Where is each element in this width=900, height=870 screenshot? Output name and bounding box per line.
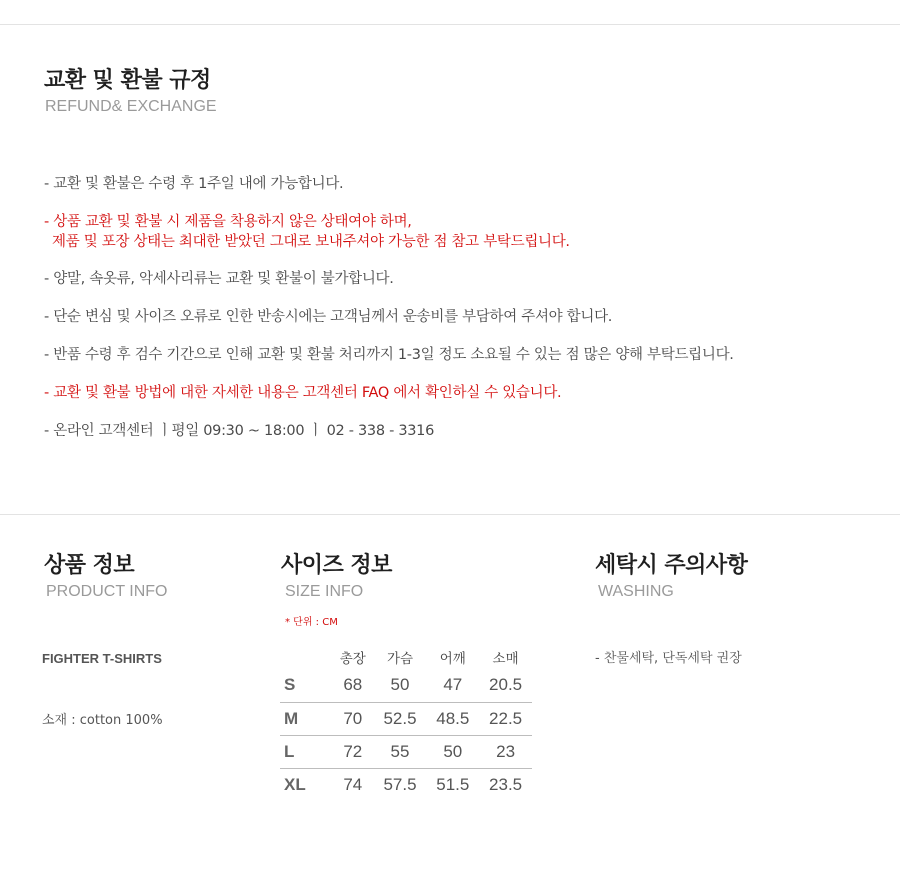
table-cell: 52.5	[374, 702, 427, 735]
size-label: S	[284, 675, 296, 695]
table-cell: 57.5	[374, 768, 427, 801]
product-material: 소재 : cotton 100%	[42, 713, 163, 728]
size-label: L	[280, 735, 332, 768]
policy-item-3	[44, 269, 394, 289]
table-row	[280, 768, 532, 801]
washing-title: 세탁시 주의사항	[595, 553, 748, 578]
column-header: 총장	[339, 651, 366, 667]
table-cell: 51.5	[426, 768, 479, 801]
top-divider	[0, 24, 900, 25]
product-name: FIGHTER T-SHIRTS	[42, 651, 162, 666]
policy-line: - 교환 및 환불은 수령 후 1주일 내에 가능합니다.	[44, 176, 344, 192]
table-cell: 70	[332, 702, 374, 735]
policy-item-6	[44, 383, 561, 403]
column-header: 가슴	[386, 651, 414, 667]
table-cell: 68	[343, 675, 363, 695]
table-cell: 74	[332, 768, 374, 801]
refund-subtitle: REFUND& EXCHANGE	[45, 98, 217, 115]
policy-line: - 상품 교환 및 환불 시 제품을 착용하지 않은 상태여야 하며,	[44, 214, 412, 230]
policy-line: - 단순 변심 및 사이즈 오류로 인한 반송시에는 고객님께서 운송비를 부담하여 주셔야 합니다.	[44, 309, 613, 325]
table-cell: 20.5	[489, 675, 523, 695]
column-header: 소매	[492, 651, 519, 667]
policy-line: - 교환 및 환불 방법에 대한 자세한 내용은 고객센터 FAQ 에서 확인하실 수 있습니다.	[44, 385, 562, 401]
table-cell: 47	[443, 675, 463, 695]
size-info-title: 사이즈 정보	[281, 553, 392, 578]
table-row	[280, 735, 532, 768]
table-cell: 23	[479, 735, 532, 768]
column-header: 어깨	[439, 651, 466, 667]
size-table-header	[280, 645, 532, 669]
washing-subtitle: WASHING	[598, 583, 674, 600]
policy-item-1	[44, 174, 343, 194]
washing-instruction: - 찬물세탁, 단독세탁 권장	[595, 651, 742, 666]
table-cell: 55	[374, 735, 427, 768]
policy-item-4	[44, 307, 612, 327]
policy-item-5	[44, 345, 734, 365]
size-table	[280, 645, 532, 801]
column-header	[280, 645, 332, 669]
unit-note: * 단위 : CM	[285, 617, 338, 628]
table-cell: 72	[332, 735, 374, 768]
table-row	[280, 702, 532, 735]
table-cell: 50	[390, 675, 410, 695]
policy-line: 제품 및 포장 상태는 최대한 받았던 그대로 보내주셔야 가능한 점 참고 부탁드립니다.	[52, 234, 570, 250]
customer-center-info	[44, 421, 434, 441]
policy-item-2	[44, 212, 570, 252]
policy-line: - 반품 수령 후 검수 기간으로 인해 교환 및 환불 처리까지 1-3일 정도 소요될 수 있는 점 많은 양해 부탁드립니다.	[44, 347, 734, 363]
policy-line: - 온라인 고객센터 ㅣ평일 09:30 ~ 18:00 ㅣ 02 - 338 - 3316	[44, 423, 435, 439]
section-divider	[0, 514, 900, 515]
refund-title: 교환 및 환불 규정	[44, 68, 211, 93]
product-info-subtitle: PRODUCT INFO	[46, 583, 168, 600]
table-cell: 50	[426, 735, 479, 768]
product-info-title: 상품 정보	[44, 553, 135, 578]
table-row	[280, 669, 532, 702]
table-cell: 23.5	[479, 768, 532, 801]
size-label: XL	[280, 768, 332, 801]
table-cell: 48.5	[426, 702, 479, 735]
policy-line: - 양말, 속옷류, 악세사리류는 교환 및 환불이 불가합니다.	[44, 271, 394, 287]
size-info-subtitle: SIZE INFO	[285, 583, 364, 600]
table-cell: 22.5	[479, 702, 532, 735]
size-label: M	[280, 702, 332, 735]
